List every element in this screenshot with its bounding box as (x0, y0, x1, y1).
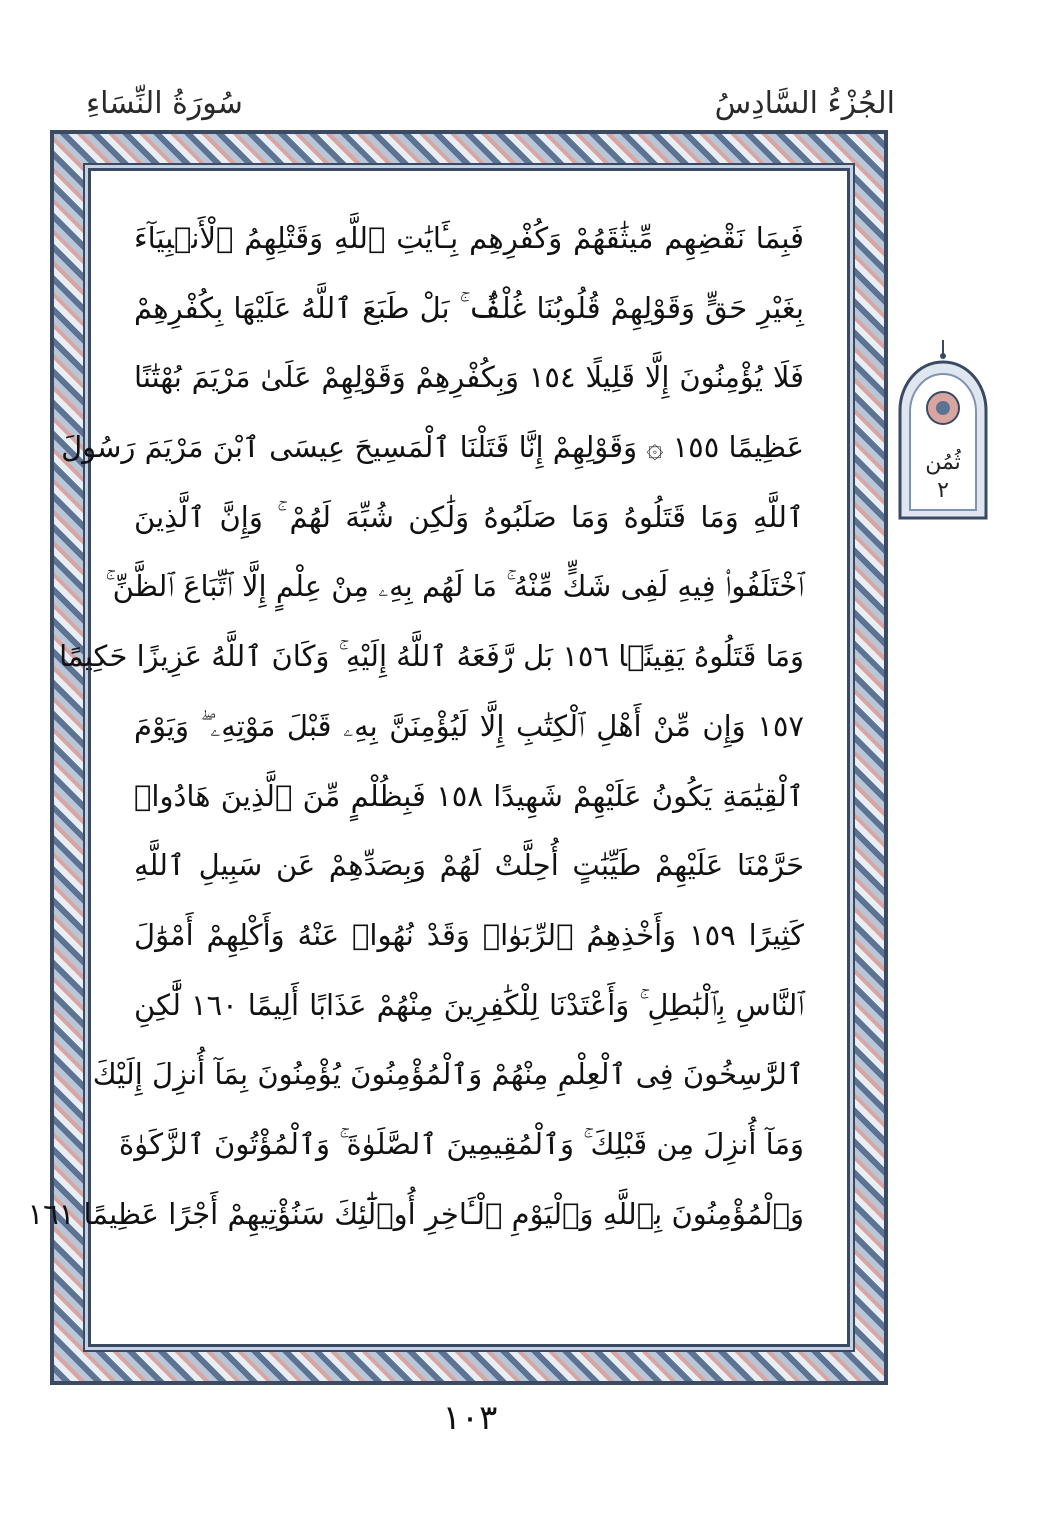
hizb-quarter-marker (898, 340, 988, 520)
text-line: وَمَآ أُنزِلَ مِن قَبْلِكَ ۚ وَٱلْمُقِيمِينَ ٱلصَّلَوٰةَ ۚ وَٱلْمُؤْتُونَ ٱلزَّكَوٰةَ (119, 1126, 804, 1161)
text-line: حَرَّمْنَا عَلَيْهِمْ طَيِّبَٰتٍ أُحِلَّتْ لَهُمْ وَبِصَدِّهِمْ عَن سَبِيلِ ٱللَّهِ (134, 848, 804, 883)
surah-title: سُورَةُ النِّسَاءِ (86, 86, 243, 121)
marker-label: ثُمُن (925, 450, 961, 475)
text-line: عَظِيمًا ١٥٥ ۞ وَقَوْلِهِمْ إِنَّا قَتَلْنَا ٱلْمَسِيحَ عِيسَى ٱبْنَ مَرْيَمَ رَسُولَ (61, 430, 804, 465)
text-line: بِغَيْرِ حَقٍّ وَقَوْلِهِمْ قُلُوبُنَا غُلْفٌۢ ۚ بَلْ طَبَعَ ٱللَّهُ عَلَيْهَا بِكُفْرِهِمْ (134, 290, 804, 325)
page-number: ١٠٣ (442, 1398, 498, 1438)
juz-title: الجُزْءُ السَّادِسُ (714, 86, 895, 121)
text-line: كَثِيرًا ١٥٩ وَأَخْذِهِمُ ٱلرِّبَوٰا۟ وَقَدْ نُهُوا۟ عَنْهُ وَأَكْلِهِمْ أَمْوَٰلَ (134, 917, 804, 952)
text-line: وَٱلْمُؤْمِنُونَ بِٱللَّهِ وَٱلْيَوْمِ ٱلْـَٔاخِرِ أُو۟لَٰٓئِكَ سَنُؤْتِيهِمْ أَجْرًا عَظِيمًا ١٦١ (27, 1196, 804, 1231)
text-line: ٱخْتَلَفُوا۟ فِيهِ لَفِى شَكٍّ مِّنْهُ ۚ مَا لَهُم بِهِۦ مِنْ عِلْمٍ إِلَّا ٱتِّبَاعَ ٱلظَّنِّ ۚ (105, 569, 804, 604)
quran-text-area (27, 204, 814, 1311)
text-line: ٱلنَّاسِ بِٱلْبَٰطِلِ ۚ وَأَعْتَدْنَا لِلْكَٰفِرِينَ مِنْهُمْ عَذَابًا أَلِيمًا ١٦٠ لَّٰكِنِ (134, 987, 804, 1022)
text-line: ٱلرَّٰسِخُونَ فِى ٱلْعِلْمِ مِنْهُمْ وَٱلْمُؤْمِنُونَ يُؤْمِنُونَ بِمَآ أُنزِلَ إِلَيْكَ (92, 1057, 804, 1092)
text-line: فَبِمَا نَقْضِهِم مِّيثَٰقَهُمْ وَكُفْرِهِم بِـَٔايَٰتِ ٱللَّهِ وَقَتْلِهِمُ ٱلْأَنۢبِيَآءَ (134, 221, 804, 255)
marker-number: ٢ (937, 478, 949, 503)
text-line: ٱلْقِيَٰمَةِ يَكُونُ عَلَيْهِمْ شَهِيدًا ١٥٨ فَبِظُلْمٍ مِّنَ ٱلَّذِينَ هَادُوا۟ (134, 778, 804, 813)
text-line: ٱللَّهِ وَمَا قَتَلُوهُ وَمَا صَلَبُوهُ وَلَٰكِن شُبِّهَ لَهُمْ ۚ وَإِنَّ ٱلَّذِينَ (134, 499, 804, 534)
text-line: ١٥٧ وَإِن مِّنْ أَهْلِ ٱلْكِتَٰبِ إِلَّا لَيُؤْمِنَنَّ بِهِۦ قَبْلَ مَوْتِهِۦ ۖ وَيَوْمَ (134, 708, 804, 743)
text-line: فَلَا يُؤْمِنُونَ إِلَّا قَلِيلًا ١٥٤ وَبِكُفْرِهِمْ وَقَوْلِهِمْ عَلَىٰ مَرْيَمَ بُهْتَٰنًا (134, 360, 804, 395)
text-line: وَمَا قَتَلُوهُ يَقِينًۢا ١٥٦ بَل رَّفَعَهُ ٱللَّهُ إِلَيْهِ ۚ وَكَانَ ٱللَّهُ عَزِيزًا حَكِيمًا (59, 639, 804, 674)
ornamental-border (27, 130, 888, 1385)
